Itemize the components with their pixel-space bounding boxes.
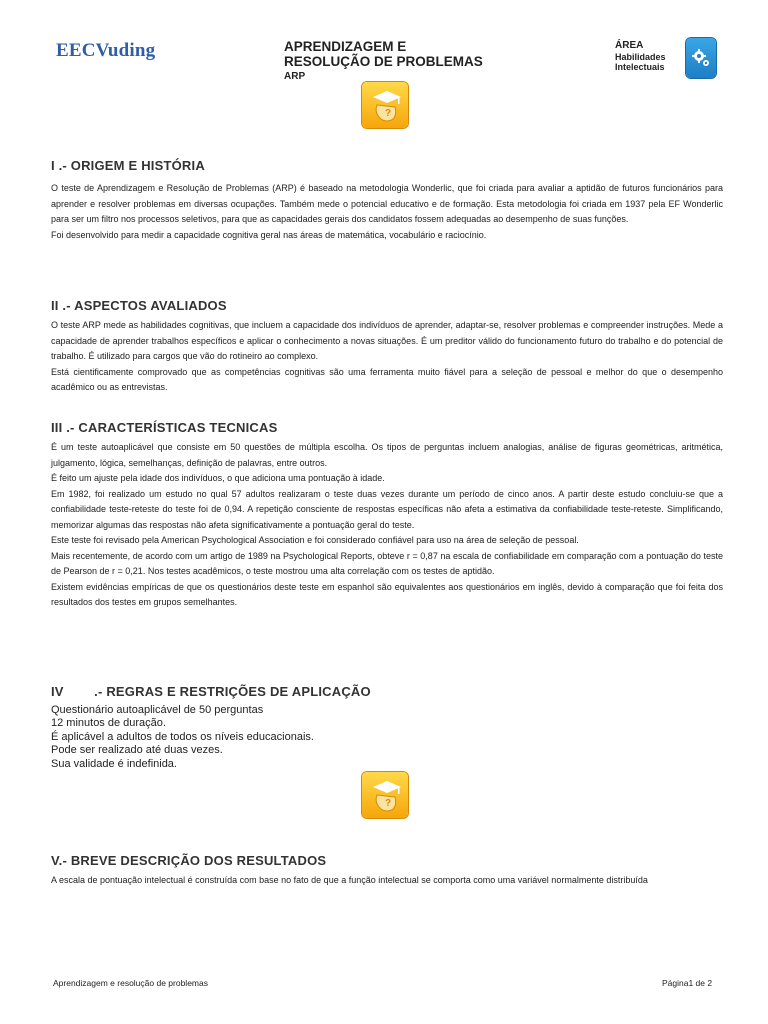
document-title xyxy=(284,39,483,84)
paragraph: Este teste foi revisado pela American Psychological Association e foi considerado confiável para uso na área de seleção de pessoal. xyxy=(51,535,579,545)
section-1-title: I .- ORIGEM E HISTÓRIA xyxy=(51,158,205,173)
paragraph: Mais recentemente, de acordo com um artigo de 1989 na Psychological Reports, obteve r = 0,87 na escala de confiabilidade em comparação com a pontuação do teste de Pearson de r = 0,21. Nos testes acadêmicos, o teste mostrou uma alta correlação com os testes de aptidão. xyxy=(51,550,723,576)
document-subtitle: ARP xyxy=(284,71,306,82)
paragraph: Em 1982, foi realizado um estudo no qual 57 adultos realizaram o teste duas vezes durante um período de cinco anos. A partir deste estudo concluiu-se que a confiabilidade teste-reteste do teste foi de 0,94. A repetição consciente de respostas específicas não afeta a estimativa da confiabilidade teste-reteste. Simplificando, memorizar algumas das respostas não afeta significativamente a pontuação geral do teste. xyxy=(51,488,723,530)
area-line-1: Habilidades xyxy=(615,52,666,62)
paragraph: A escala de pontuação intelectual é construída com base no fato de que a função intelectual se comporta como uma variável normalmente distribuída xyxy=(51,875,648,885)
page-number: Página1 de 2 xyxy=(662,978,713,988)
footer-left: Aprendizagem e resolução de problemas xyxy=(53,978,208,988)
list-item: Sua validade é indefinida. xyxy=(51,757,177,770)
paragraph: É um teste autoaplicável que consiste em 50 questões de múltipla escolha. Os tipos de perguntas incluem analogias, análise de figuras geométricas, aritmética, julgamento, lógica, semelhanças, definição de palavras, entre outros. xyxy=(51,442,723,468)
paragraph: O teste ARP mede as habilidades cognitivas, que incluem a capacidade dos indivíduos de aprender, adaptar-se, resolver problemas e compreender instruções. Mede a capacidade de aprender trabalhos específicos e aplicar o conhecimento a novas situações. É um preditor válido do funcionamento futuro do trabalho e do potencial de trabalho. É utilizado para cargos que vão do rotineiro ao complexo. xyxy=(51,320,723,361)
paragraph: Está cientificamente comprovado que as competências cognitivas são uma ferramenta muito fiável para a seleção de pessoal e melhor do que o desempenho acadêmico ou as entrevistas. xyxy=(51,366,723,392)
svg-text:?: ? xyxy=(385,798,392,809)
section-3-body xyxy=(51,440,723,611)
section-5-body xyxy=(51,873,723,889)
paragraph: Foi desenvolvido para medir a capacidade cognitiva geral nas áreas de matemática, vocabulário e raciocínio. xyxy=(51,229,487,240)
brand-name: EECVuding xyxy=(56,40,156,61)
area-block xyxy=(615,40,666,72)
area-line-2: Intelectuais xyxy=(615,62,665,72)
list-item: É aplicável a adultos de todos os níveis educacionais. xyxy=(51,730,314,743)
paragraph: Existem evidências empíricas de que os questionários deste teste em espanhol são equivalentes aos questionários em inglês, devido à comparação que foi feita dos resultados dos testes em grupos semelhantes. xyxy=(51,581,723,607)
rules-list xyxy=(51,704,314,771)
gear-icon xyxy=(686,38,716,78)
paragraph: É feito um ajuste pela idade dos indivíduos, o que adiciona uma pontuação à idade. xyxy=(51,473,385,483)
list-item: Questionário autoaplicável de 50 perguntas xyxy=(51,704,264,716)
title-line-2: RESOLUÇÃO DE PROBLEMAS xyxy=(284,54,483,69)
section-2-title: II .- ASPECTOS AVALIADOS xyxy=(51,298,227,313)
graduate-head-icon xyxy=(362,82,408,128)
graduate-head-icon xyxy=(362,772,408,818)
list-item: 12 minutos de duração. xyxy=(51,717,166,730)
area-label: ÁREA xyxy=(615,40,644,51)
svg-text:?: ? xyxy=(385,108,392,119)
section-4-title: IV .- REGRAS E RESTRIÇÕES DE APLICAÇÃO xyxy=(51,684,371,699)
list-item: Pode ser realizado até duas vezes. xyxy=(51,744,223,757)
section-5-title: V.- BREVE DESCRIÇÃO DOS RESULTADOS xyxy=(51,853,327,868)
section-3-title: III .- CARACTERÍSTICAS TECNICAS xyxy=(51,420,278,435)
section-2-body xyxy=(51,318,723,396)
title-line-1: APRENDIZAGEM E xyxy=(284,39,407,54)
section-1-body xyxy=(51,181,723,243)
paragraph: O teste de Aprendizagem e Resolução de Problemas (ARP) é baseado na metodologia Wonderlic, que foi criada para avaliar a aptidão de futuros funcionários para aprender e resolver problemas em diversas ocupações. Também mede o potencial educativo e de formação. Esta metodologia foi criada em 1937 pela EF Wonderlic para ser um filtro nos processos seletivos, para que as capacidades gerais dos candidatos fossem adequadas ao desempenho de suas funções. xyxy=(51,183,723,224)
